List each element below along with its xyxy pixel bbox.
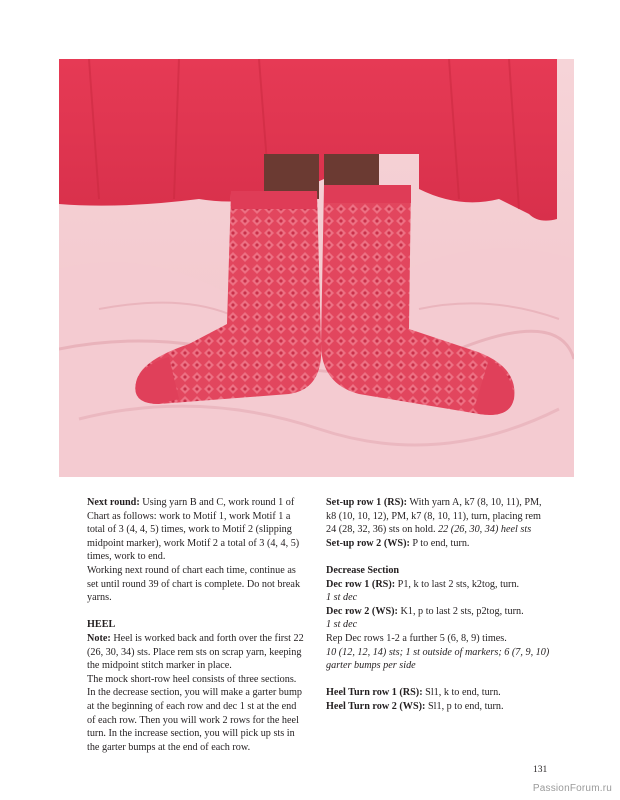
rep-dec-italic: 10 (12, 12, 14) sts; 1 st outside of markers; 6 (7, 9, 10) garter bumps per side xyxy=(326,646,550,672)
heel-turn-row-2-label: Heel Turn row 2 (WS): xyxy=(326,700,426,712)
left-column xyxy=(87,496,305,754)
setup-row-2-text: P to end, turn. xyxy=(409,537,470,549)
setup-row-1 xyxy=(326,496,552,537)
next-round-paragraph xyxy=(87,496,305,564)
dec-row-1-italic: 1 st dec xyxy=(326,592,358,604)
setup-row-1-text: With yarn A, k7 (8, 10, 11), PM, k8 (10, 10, 12), PM, k7 (8, 10, 11), turn, placing rem 24 (28, 32, 36) sts on hold. xyxy=(326,497,542,536)
dec-row-1 xyxy=(326,578,552,592)
watermark-text: PassionForum.ru xyxy=(532,783,612,794)
dec-row-2-italic: 1 st dec xyxy=(326,619,358,631)
dec-row-1-text: P1, k to last 2 sts, k2tog, turn. xyxy=(395,578,520,590)
setup-row-1-italic: 22 (26, 30, 34) heel sts xyxy=(438,524,532,536)
mock-heel-paragraph: The mock short-row heel consists of three sections. In the decrease section, you will make a garter bump at the beginning of each row and dec 1 st at the end of each row. Then you will work 2 rows for the heel turn. In the increase section, you will pick up sts in the garter bumps at the end of each row. xyxy=(87,673,302,753)
dec-row-2-text: K1, p to last 2 sts, p2tog, turn. xyxy=(397,605,524,617)
next-round-text: Using yarn B and C, work round 1 of Chart as follows: work to Motif 1, work Motif 1 a total of 3 (4, 4, 5) times, work to Motif 2 (slipping midpoint marker), work Motif 2 a total of 3 (4, 4, 5) times, work to end. xyxy=(87,497,300,563)
heel-heading: HEEL xyxy=(87,619,116,631)
dec-row-1-label: Dec row 1 (RS): xyxy=(326,578,396,590)
setup-row-2 xyxy=(326,537,552,551)
rep-dec-rows: Rep Dec rows 1-2 a further 5 (6, 8, 9) times. xyxy=(326,632,507,644)
photo-knitted-socks xyxy=(59,59,574,477)
heel-turn-row-2 xyxy=(326,700,552,714)
setup-row-1-label: Set-up row 1 (RS): xyxy=(326,497,408,508)
dec-row-2-label: Dec row 2 (WS): xyxy=(326,605,398,617)
next-round-label: Next round: xyxy=(87,497,140,508)
socks-illustration xyxy=(59,59,574,477)
heel-turn-row-2-text: Sl1, p to end, turn. xyxy=(425,700,504,712)
dec-row-2 xyxy=(326,605,552,619)
note-text: Heel is worked back and forth over the first 22 (26, 30, 34) sts. Place rem sts on scrap yarn, keeping the midpoint stitch marker in place. xyxy=(87,632,304,672)
heel-turn-row-1 xyxy=(326,686,552,700)
heel-turn-row-1-label: Heel Turn row 1 (RS): xyxy=(326,687,423,699)
page-number: 131 xyxy=(533,765,548,775)
note-label: Note: xyxy=(87,632,111,644)
heel-turn-row-1-text: Sl1, k to end, turn. xyxy=(422,687,501,699)
note-paragraph xyxy=(87,632,305,673)
decrease-heading: Decrease Section xyxy=(326,564,400,576)
working-next-round-paragraph: Working next round of chart each time, continue as set until round 39 of chart is complete. Do not break yarns. xyxy=(87,564,301,604)
right-column xyxy=(326,496,552,714)
setup-row-2-label: Set-up row 2 (WS): xyxy=(326,537,410,549)
